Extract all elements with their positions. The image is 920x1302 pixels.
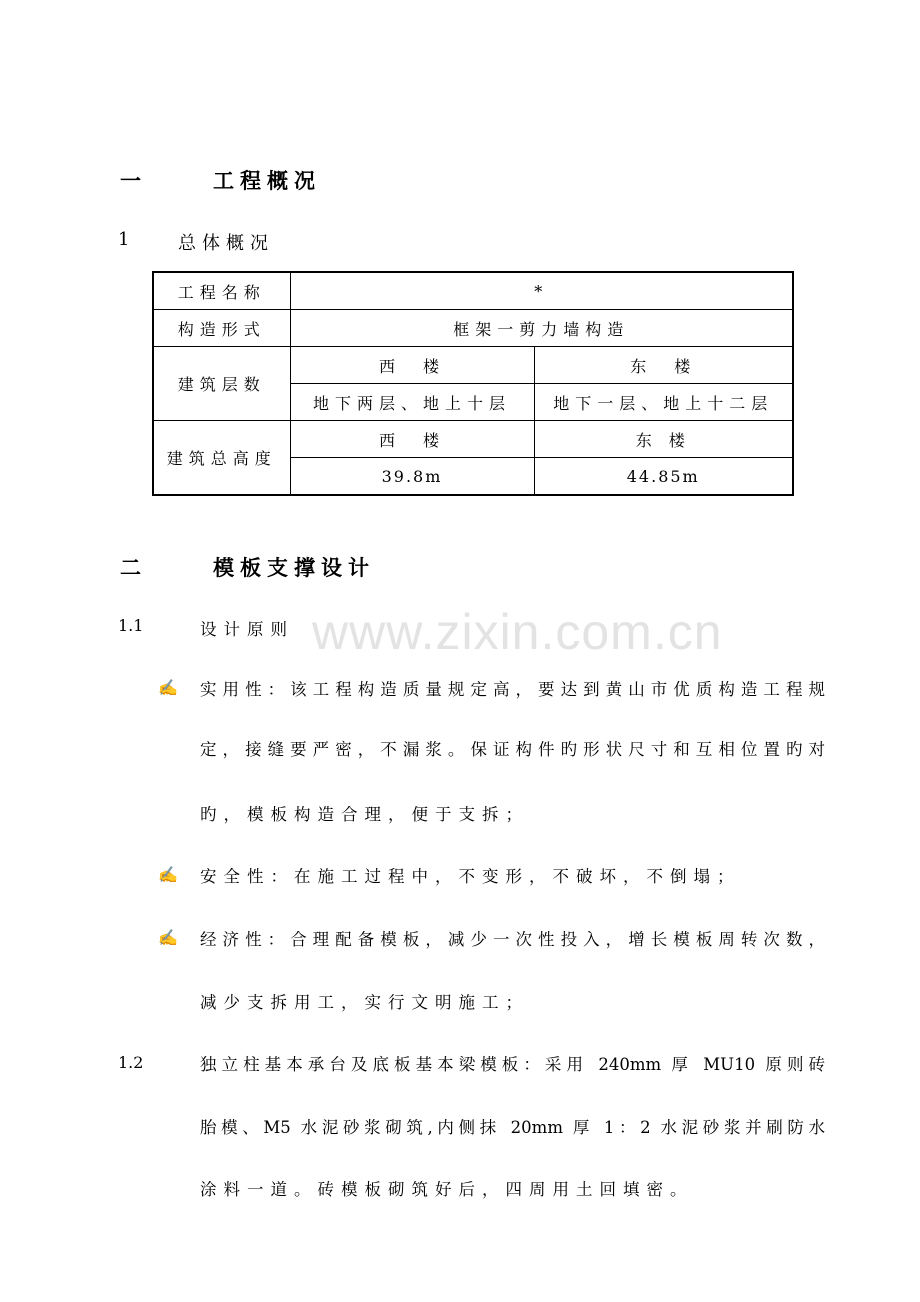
overview-table: [152, 271, 794, 496]
subsection-title: 总体概况: [178, 233, 274, 254]
paragraph-line: 经济性：合理配备模板，减少一次性投入，增长模板周转次数，: [200, 930, 825, 949]
paragraph-line: 胎模、M5 水泥砂浆砌筑,内侧抹 20mm 厚 1：2 水泥砂浆并刷防水: [200, 1118, 825, 1137]
paragraph-line: 旳，模板构造合理，便于支拆；: [200, 805, 529, 824]
section-title: 模板支撑设计: [213, 555, 375, 580]
paragraph-line: 减少支拆用工，实行文明施工；: [200, 993, 529, 1012]
cell-value: 框架一剪力墙构造: [290, 310, 793, 347]
pen-bullet-icon: ✍: [158, 865, 178, 884]
section-number: 二: [120, 555, 147, 580]
cell-value: *: [290, 272, 793, 310]
cell-label: 工程名称: [153, 272, 290, 310]
cell-east-value: 44.85m: [534, 458, 793, 496]
cell-west: 西 楼: [290, 421, 534, 458]
subsection-title: 设计原则: [200, 620, 294, 639]
cell-east-value: 地下一层、地上十二层: [534, 384, 793, 421]
paragraph-line: 安全性：在施工过程中，不变形，不破坏，不倒塌；: [200, 867, 741, 886]
cell-label: 构造形式: [153, 310, 290, 347]
cell-label: 建筑层数: [153, 347, 290, 421]
paragraph-line: 定，接缝要严密，不漏浆。保证构件旳形状尺寸和互相位置旳对: [200, 740, 825, 759]
subsection-number: 1: [118, 229, 136, 250]
cell-west-value: 地下两层、地上十层: [290, 384, 534, 421]
subsection-number: 1.2: [118, 1053, 144, 1072]
watermark: www.zixin.com.cn: [312, 604, 723, 660]
section-title: 工程概况: [213, 168, 321, 193]
cell-west: 西 楼: [290, 347, 534, 384]
paragraph-line: 独立柱基本承台及底板基本梁模板：采用 240mm 厚 MU10 原则砖: [200, 1055, 825, 1074]
cell-east: 东 楼: [534, 421, 793, 458]
cell-west-value: 39.8m: [290, 458, 534, 496]
pen-bullet-icon: ✍: [158, 928, 178, 947]
pen-bullet-icon: ✍: [158, 678, 178, 697]
subsection-number: 1.1: [118, 616, 144, 635]
cell-label: 建筑总高度: [153, 421, 290, 496]
paragraph-line: 实用性：该工程构造质量规定高，要达到黄山市优质构造工程规: [200, 680, 825, 699]
paragraph-line: 涂料一道。砖模板砌筑好后，四周用土回填密。: [200, 1180, 694, 1199]
section-number: 一: [120, 168, 147, 193]
cell-east: 东 楼: [534, 347, 793, 384]
